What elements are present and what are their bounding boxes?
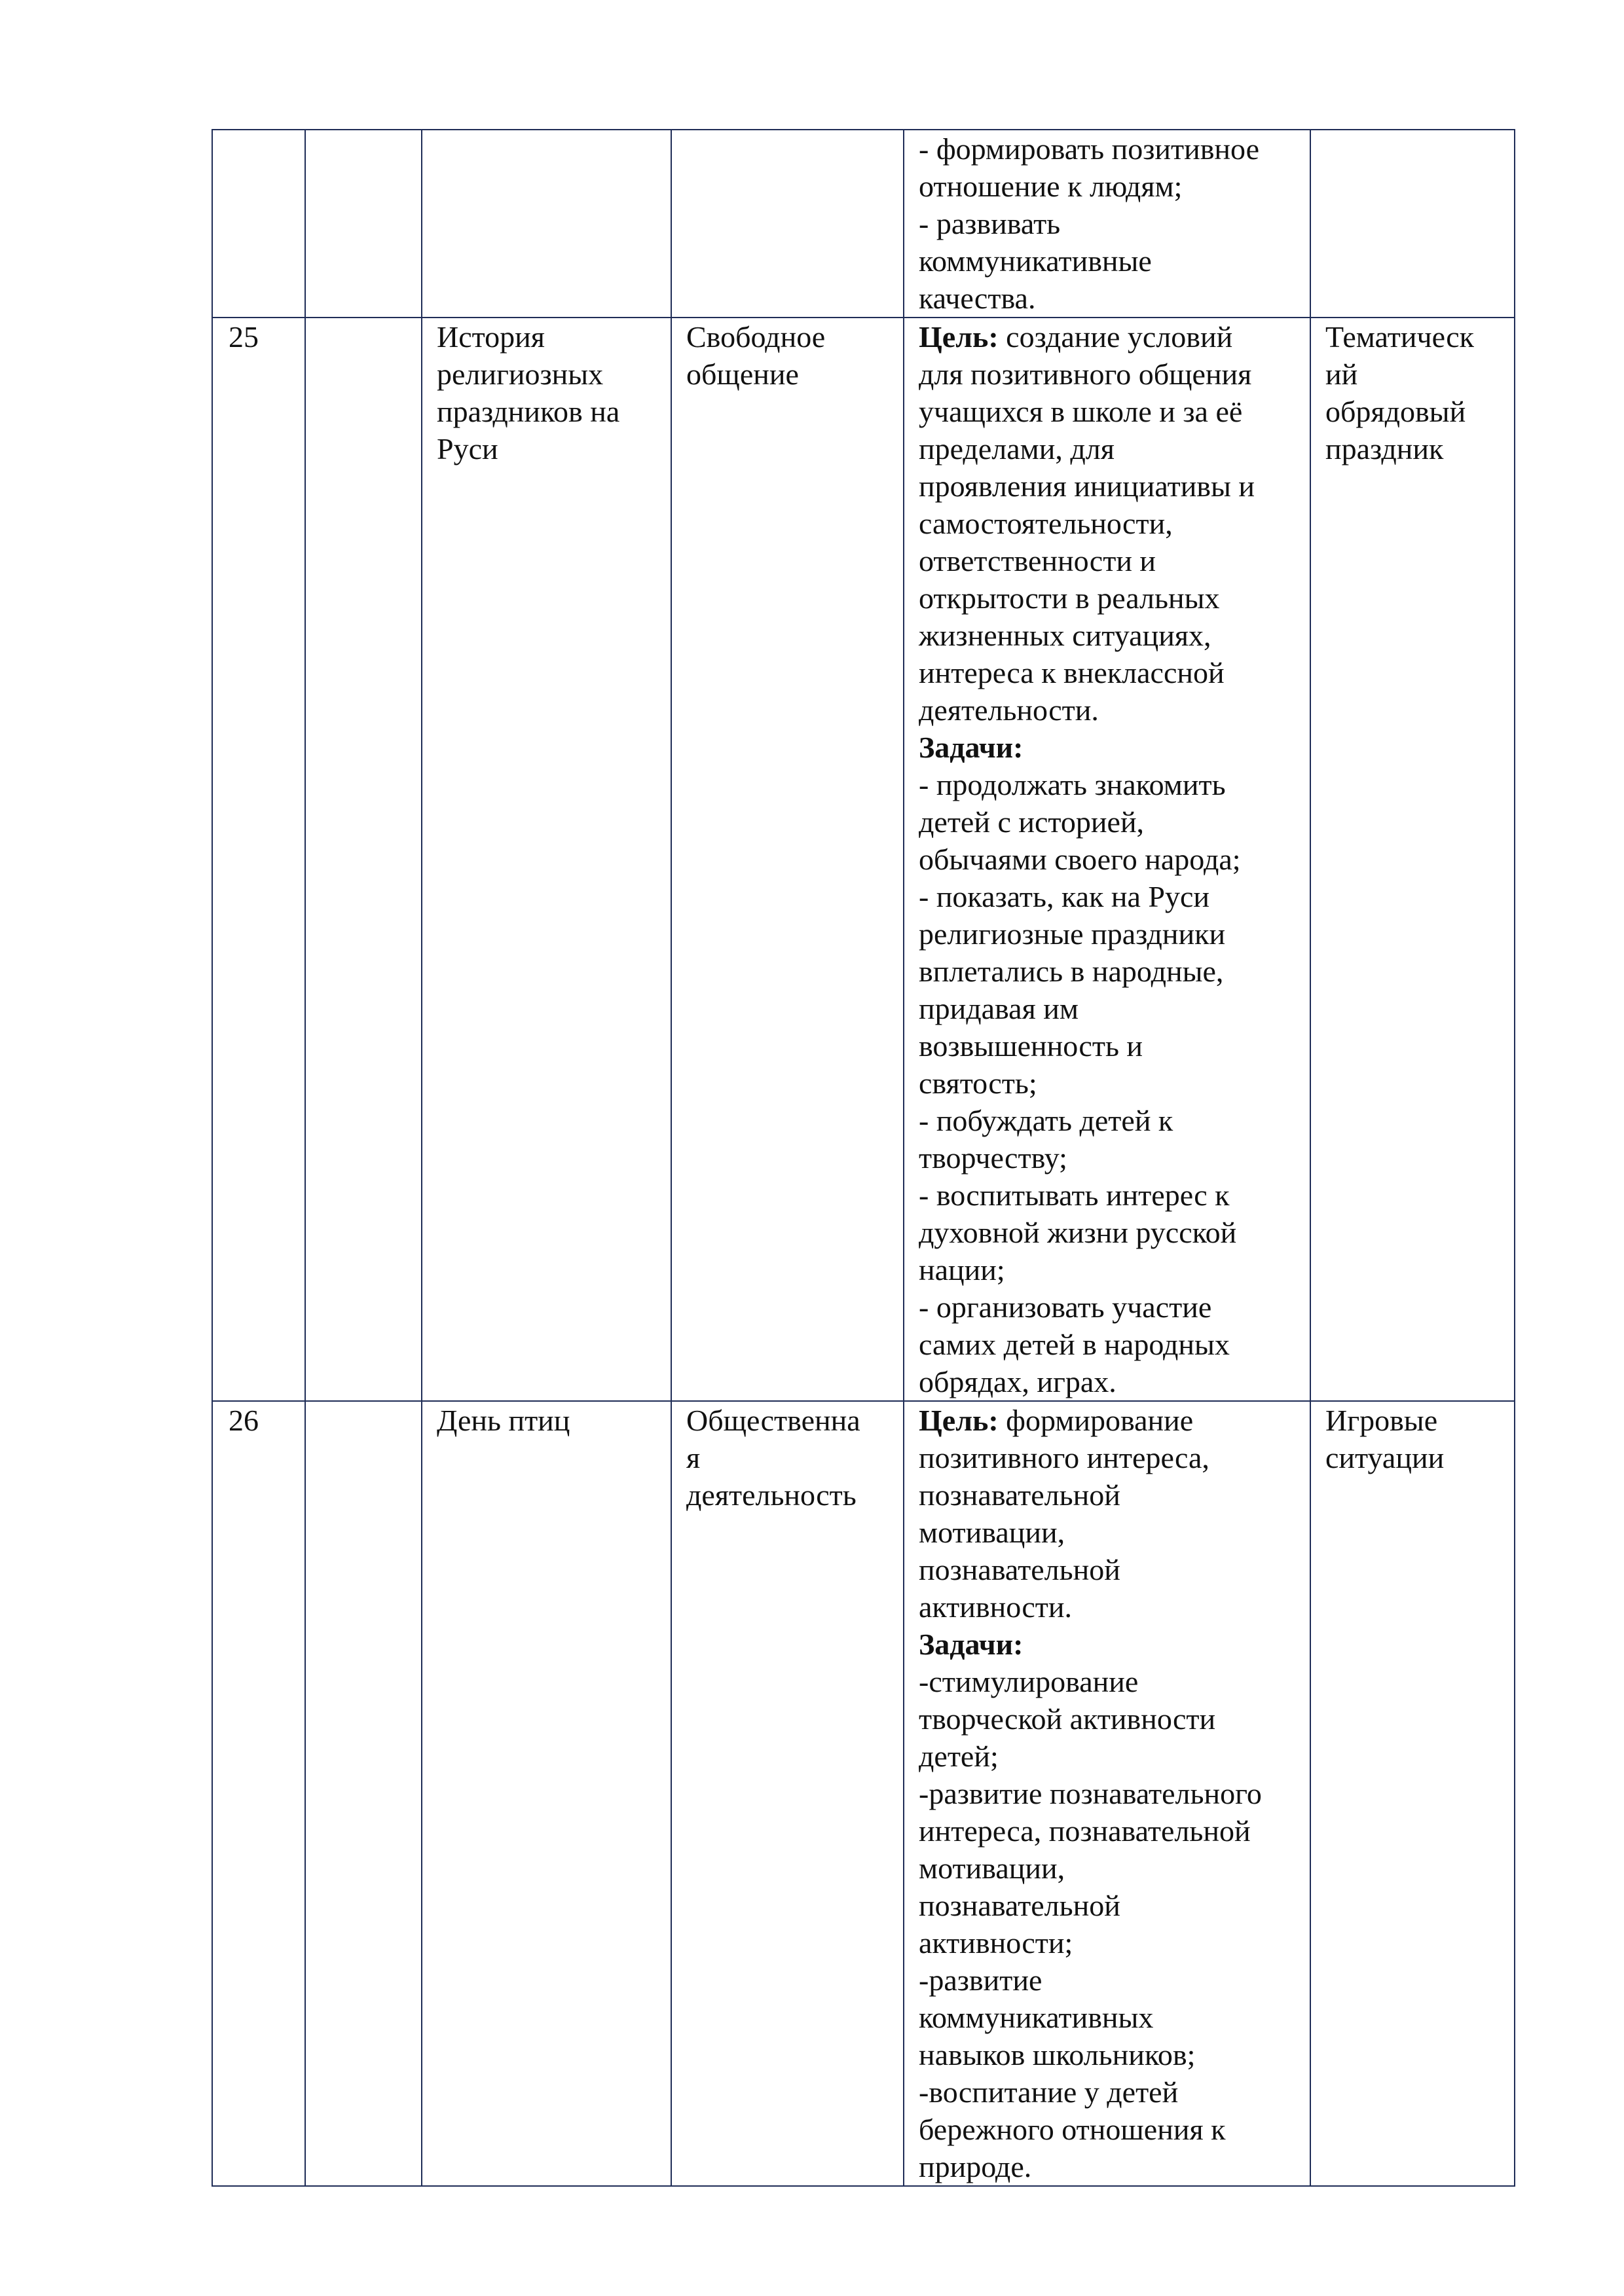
- text-line: придавая им: [919, 992, 1079, 1025]
- text-line: я: [686, 1441, 701, 1474]
- text-line: творческой активности: [919, 1702, 1216, 1736]
- result-cell: [1310, 318, 1515, 1401]
- text-line: обрядах, играх.: [919, 1365, 1116, 1398]
- text-line: пределами, для: [919, 432, 1115, 465]
- text-line: возвышенность и: [919, 1029, 1143, 1063]
- table-row: [212, 1401, 1515, 2186]
- text-line: мотивации,: [919, 1516, 1065, 1549]
- topic-cell: [422, 1401, 671, 2186]
- text-line: деятельность: [686, 1478, 857, 1512]
- topic-cell: [422, 318, 671, 1401]
- goal-first-line: создание условий: [998, 320, 1233, 354]
- text-line: праздников на: [437, 395, 620, 428]
- goal-block: [919, 1402, 1297, 1626]
- text-line: Свободное: [686, 320, 826, 354]
- text-line: деятельности.: [919, 693, 1099, 727]
- tasks-block: [919, 1626, 1297, 2185]
- text-line: - развивать: [919, 207, 1061, 240]
- text-line: для позитивного общения: [919, 357, 1252, 391]
- text-line: детей;: [919, 1740, 999, 1773]
- text-line: обычаями своего народа;: [919, 843, 1241, 876]
- table-row: [212, 318, 1515, 1401]
- text-line: учащихся в школе и за её: [919, 395, 1243, 428]
- goal-label: Цель:: [919, 1404, 999, 1437]
- text-line: навыков школьников;: [919, 2038, 1196, 2071]
- form-cell: [671, 318, 904, 1401]
- text-line: бережного отношения к: [919, 2113, 1226, 2146]
- text-line: творчеству;: [919, 1141, 1067, 1175]
- text-line: -развитие познавательного: [919, 1777, 1262, 1810]
- text-line: праздник: [1325, 432, 1444, 465]
- text-line: -воспитание у детей: [919, 2075, 1179, 2109]
- text-line: Тематическ: [1325, 320, 1474, 354]
- goal-label: Цель:: [919, 320, 999, 354]
- content-cell: [904, 130, 1310, 318]
- text-line: интереса, познавательной: [919, 1814, 1251, 1848]
- text-line: -стимулирование: [919, 1665, 1139, 1698]
- text-line: - организовать участие: [919, 1290, 1212, 1324]
- text-line: самостоятельности,: [919, 507, 1173, 540]
- text-line: интереса к внеклассной: [919, 656, 1225, 689]
- text-line: - показать, как на Руси: [919, 880, 1210, 913]
- text-line: самих детей в народных: [919, 1328, 1230, 1361]
- table-row: [212, 130, 1515, 318]
- form-cell: [671, 1401, 904, 2186]
- goal-block: [919, 318, 1297, 729]
- content-cell: [904, 318, 1310, 1401]
- text-line: качества.: [919, 282, 1036, 315]
- text-line: общение: [686, 357, 799, 391]
- text-line: религиозных: [437, 357, 604, 391]
- text-line: Игровые: [1325, 1404, 1438, 1437]
- empty-cell: [305, 130, 422, 318]
- text-line: религиозные праздники: [919, 917, 1226, 951]
- content-cell: [904, 1401, 1310, 2186]
- text-line: познавательной: [919, 1553, 1120, 1586]
- empty-cell: [305, 1401, 422, 2186]
- result-cell: [1310, 1401, 1515, 2186]
- result-cell: [1310, 130, 1515, 318]
- activity-plan-table: [212, 129, 1515, 2187]
- text-line: коммуникативных: [919, 2001, 1154, 2034]
- text-line: ситуации: [1325, 1441, 1445, 1474]
- text-line: - побуждать детей к: [919, 1104, 1173, 1137]
- text-line: познавательной: [919, 1478, 1120, 1512]
- goal-first-line: формирование: [998, 1404, 1194, 1437]
- text-line: -развитие: [919, 1963, 1043, 1997]
- text-line: отношение к людям;: [919, 170, 1183, 203]
- number-cell: 26: [212, 1401, 305, 2186]
- text-line: День птиц: [437, 1404, 570, 1437]
- number-cell: [212, 130, 305, 318]
- text-line: - формировать позитивное: [919, 132, 1260, 166]
- text-line: жизненных ситуациях,: [919, 619, 1211, 652]
- text-line: позитивного интереса,: [919, 1441, 1209, 1474]
- tasks-block: [919, 130, 1297, 317]
- topic-cell: [422, 130, 671, 318]
- text-line: детей с историей,: [919, 805, 1145, 839]
- text-line: коммуникативные: [919, 244, 1152, 278]
- text-line: ий: [1325, 357, 1358, 391]
- text-line: Общественна: [686, 1404, 860, 1437]
- text-line: активности;: [919, 1926, 1073, 1959]
- text-line: активности.: [919, 1590, 1072, 1624]
- tasks-block: [919, 729, 1297, 1400]
- text-line: открытости в реальных: [919, 581, 1220, 615]
- text-line: мотивации,: [919, 1851, 1065, 1885]
- text-line: - воспитывать интерес к: [919, 1178, 1230, 1212]
- text-line: духовной жизни русской: [919, 1216, 1237, 1249]
- text-line: Руси: [437, 432, 498, 465]
- number-cell: 25: [212, 318, 305, 1401]
- text-line: нации;: [919, 1253, 1005, 1286]
- text-line: - продолжать знакомить: [919, 768, 1226, 801]
- text-line: История: [437, 320, 545, 354]
- text-line: обрядовый: [1325, 395, 1466, 428]
- tasks-label: Задачи:: [919, 1628, 1024, 1661]
- text-line: ответственности и: [919, 544, 1156, 577]
- text-line: вплетались в народные,: [919, 955, 1224, 988]
- text-line: познавательной: [919, 1889, 1120, 1922]
- text-line: проявления инициативы и: [919, 469, 1255, 503]
- empty-cell: [305, 318, 422, 1401]
- text-line: святость;: [919, 1066, 1037, 1100]
- form-cell: [671, 130, 904, 318]
- tasks-label: Задачи:: [919, 731, 1024, 764]
- text-line: природе.: [919, 2150, 1032, 2183]
